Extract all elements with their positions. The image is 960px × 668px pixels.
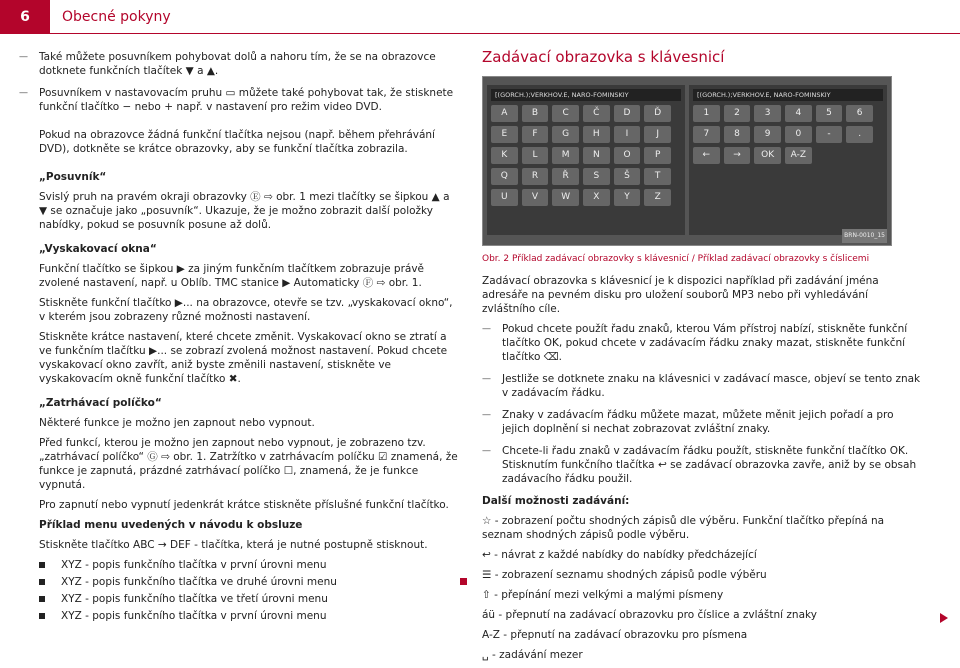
- paragraph: Stiskněte tlačítko ABC → DEF - tlačítka, která je nutné postupně stisknout.: [39, 539, 428, 551]
- dash-item: — Posuvníkem v nastavovacím pruhu ▭ můžete také pohybovat tak, že stisknete funkční tlačítko − nebo + např. v nastavení pro režim video DVD.: [39, 86, 459, 114]
- keyboard-letters: [487, 85, 685, 235]
- keyboard-key[interactable]: M: [552, 147, 579, 164]
- paragraph: Stiskněte funkční tlačítko ▶... na obrazovce, otevře se tzv. „vyskakovací okno“, v kterém jsou zobrazeny různé možnosti nastavení.: [39, 297, 453, 323]
- section-end-marker: [460, 578, 467, 585]
- keyboard-key[interactable]: Ď: [644, 105, 671, 122]
- page-title: Obecné pokyny: [62, 9, 171, 25]
- keyboard-key[interactable]: 0: [785, 126, 812, 143]
- paragraph: Svislý pruh na pravém okraji obrazovky Ⓔ ⇨ obr. 1 mezi tlačítky se šipkou ▲ a ▼ se označuje jako „posuvník“. Ukazuje, že je možno zobrazit další položky nabídky, pokud se posuvník posune až dolů.: [39, 191, 450, 231]
- paragraph: Stiskněte krátce nastavení, které chcete změnit. Vyskakovací okno se ztratí a ve funkčním tlačítku ▶... se zobrazí zvolená možnost nastavení. Pokud chcete vyskakovací okno zavřít, aniž byste změnili nastavení, stiskněte ve vyskakovacím okně funkční tlačítko ✖.: [39, 331, 448, 385]
- paragraph: Pokud na obrazovce žádná funkční tlačítka nejsou (např. během přehrávání DVD), dotkněte se krátce obrazovky, aby se funkční tlačítka zobrazila.: [39, 129, 435, 155]
- keyboard-key[interactable]: 1: [693, 105, 720, 122]
- keyboard-key[interactable]: 8: [724, 126, 751, 143]
- figure-keyboard: [482, 76, 892, 246]
- keyboard-key[interactable]: Q: [491, 168, 518, 185]
- keyboard-key[interactable]: B: [522, 105, 549, 122]
- keyboard-key[interactable]: H: [583, 126, 610, 143]
- keyboard-key[interactable]: 7: [693, 126, 720, 143]
- keyboard-key[interactable]: N: [583, 147, 610, 164]
- option-item: áü - přepnutí na zadávací obrazovku pro číslice a zvláštní znaky: [482, 609, 817, 621]
- keyboard-key[interactable]: G: [552, 126, 579, 143]
- header-rule: [50, 33, 960, 34]
- keyboard-key[interactable]: Č: [583, 105, 610, 122]
- keyboard-key[interactable]: F: [522, 126, 549, 143]
- heading-posuvnik: „Posuvník“: [39, 171, 107, 183]
- keyboard-key[interactable]: →: [724, 147, 751, 164]
- paragraph: Před funkcí, kterou je možno jen zapnout nebo vypnout, je zobrazeno tzv. „zatrhávací políčko“ Ⓖ ⇨ obr. 1. Zatržítko v zatrhávacím políčku ☑ znamená, že funkce je zapnutá, prázdné zatrhávací políčko ☐, znamená, že je funkce vypnutá.: [39, 437, 458, 491]
- keyboard-key[interactable]: OK: [754, 147, 781, 164]
- keyboard-key[interactable]: X: [583, 189, 610, 206]
- option-item: ↩ - návrat z každé nabídky do nabídky předcházející: [482, 549, 757, 561]
- section-title: Zadávací obrazovka s klávesnicí: [482, 48, 725, 66]
- left-column: [39, 50, 459, 626]
- heading-dalsi: Další možnosti zadávání:: [482, 495, 630, 507]
- keyboard-key[interactable]: D: [614, 105, 641, 122]
- dash-item: — Jestliže se dotknete znaku na klávesnici v zadávací masce, objeví se tento znak v zadávacím řádku.: [502, 372, 922, 400]
- keyboard-key[interactable]: S: [583, 168, 610, 185]
- option-item: A-Z - přepnutí na zadávací obrazovku pro písmena: [482, 629, 748, 641]
- list-item: XYZ - popis funkčního tlačítka ve druhé úrovni menu: [61, 575, 459, 589]
- list-item: XYZ - popis funkčního tlačítka v první úrovni menu: [61, 558, 459, 572]
- key-grid: [693, 105, 873, 164]
- bullet-list: [39, 558, 459, 623]
- keyboard-key[interactable]: O: [614, 147, 641, 164]
- keyboard-key[interactable]: I: [614, 126, 641, 143]
- keyboard-numbers: [689, 85, 887, 235]
- keyboard-key[interactable]: W: [552, 189, 579, 206]
- keyboard-key[interactable]: P: [644, 147, 671, 164]
- keyboard-key[interactable]: E: [491, 126, 518, 143]
- keyboard-key[interactable]: V: [522, 189, 549, 206]
- keyboard-key[interactable]: J: [644, 126, 671, 143]
- keyboard-key[interactable]: 4: [785, 105, 812, 122]
- paragraph: Funkční tlačítko se šipkou ▶ za jiným funkčním tlačítkem zobrazuje právě zvolené nastavení, např. u Oblíb. TMC stanice ▶ Automaticky Ⓕ ⇨ obr. 1.: [39, 263, 425, 289]
- list-item: XYZ - popis funkčního tlačítka v první úrovni menu: [61, 609, 459, 623]
- keyboard-key[interactable]: A: [491, 105, 518, 122]
- keyboard-key[interactable]: C: [552, 105, 579, 122]
- option-item: ☆ - zobrazení počtu shodných zápisů dle výběru. Funkční tlačítko přepíná na seznam shodných zápisů podle výběru.: [482, 515, 885, 541]
- right-column: [482, 50, 922, 668]
- keyboard-key[interactable]: -: [816, 126, 843, 143]
- keyboard-key[interactable]: T: [644, 168, 671, 185]
- keyboard-key[interactable]: .: [846, 126, 873, 143]
- heading-priklad: Příklad menu uvedených v návodu k obsluze: [39, 519, 303, 531]
- keyboard-key[interactable]: 3: [754, 105, 781, 122]
- dash-item: — Znaky v zadávacím řádku můžete mazat, můžete měnit jejich pořadí a pro jejich doplnění si nechat zobrazovat zvláštní znaky.: [502, 408, 922, 436]
- keyboard-key[interactable]: 9: [754, 126, 781, 143]
- next-page-arrow-icon: [940, 613, 948, 623]
- dash-item: — Pokud chcete použít řadu znaků, kterou Vám přístroj nabízí, stiskněte funkční tlačítko OK, pokud chcete v zadávacím řádku znaky mazat, stiskněte funkční tlačítko ⌫.: [502, 322, 922, 364]
- keyboard-key[interactable]: Y: [614, 189, 641, 206]
- paragraph: Zadávací obrazovka s klávesnicí je k dispozici například při zadávání jména adresáře na pevném disku pro uložení souborů MP3 nebo při vyhledávání zvláštního cíle.: [482, 275, 879, 315]
- keyboard-key[interactable]: Ř: [552, 168, 579, 185]
- dash-item: — Také můžete posuvníkem pohybovat dolů a nahoru tím, že se na obrazovce dotknete funkčních tlačítek ▼ a ▲.: [39, 50, 459, 78]
- option-item: ⇧ - přepínání mezi velkými a malými písmeny: [482, 589, 724, 601]
- figure-code: BRN-0010_15: [842, 229, 887, 243]
- keyboard-key[interactable]: L: [522, 147, 549, 164]
- option-item: ☰ - zobrazení seznamu shodných zápisů podle výběru: [482, 569, 767, 581]
- keyboard-key[interactable]: U: [491, 189, 518, 206]
- figure-caption: Obr. 2 Příklad zadávací obrazovky s klávesnicí / Příklad zadávací obrazovky s číslicemi: [482, 254, 870, 264]
- list-item: XYZ - popis funkčního tlačítka ve třetí úrovni menu: [61, 592, 459, 606]
- keyboard-key[interactable]: 6: [846, 105, 873, 122]
- keyboard-key[interactable]: Š: [614, 168, 641, 185]
- keyboard-key[interactable]: R: [522, 168, 549, 185]
- keyboard-key[interactable]: 2: [724, 105, 751, 122]
- keyboard-key[interactable]: K: [491, 147, 518, 164]
- input-line: [(GORCH.);VERKHOV.E, NARO-FOMINSKIY: [693, 89, 883, 101]
- option-item: ␣ - zadávání mezer: [482, 649, 583, 661]
- keyboard-key[interactable]: ←: [693, 147, 720, 164]
- page-header: [0, 0, 960, 34]
- paragraph: Pro zapnutí nebo vypnutí jedenkrát krátce stiskněte příslušné funkční tlačítko.: [39, 499, 449, 511]
- key-grid: [491, 105, 671, 206]
- keyboard-key[interactable]: A-Z: [785, 147, 812, 164]
- keyboard-key[interactable]: Z: [644, 189, 671, 206]
- dash-list: [482, 322, 922, 486]
- page-number: 6: [0, 0, 50, 34]
- paragraph: Některé funkce je možno jen zapnout nebo vypnout.: [39, 417, 315, 429]
- dash-item: — Chcete-li řadu znaků v zadávacím řádku použít, stiskněte funkční tlačítko OK. Stisknutím funkčního tlačítka ↩ se zadávací obrazovka zavře, aniž by se obsah zadávacího řádku použil.: [502, 444, 922, 486]
- input-line: [(GORCH.);VERKHOV.E, NARO-FOMINSKIY: [491, 89, 681, 101]
- heading-vyskakovaci: „Vyskakovací okna“: [39, 243, 157, 255]
- keyboard-key[interactable]: 5: [816, 105, 843, 122]
- heading-zatrhavaci: „Zatrhávací políčko“: [39, 397, 162, 409]
